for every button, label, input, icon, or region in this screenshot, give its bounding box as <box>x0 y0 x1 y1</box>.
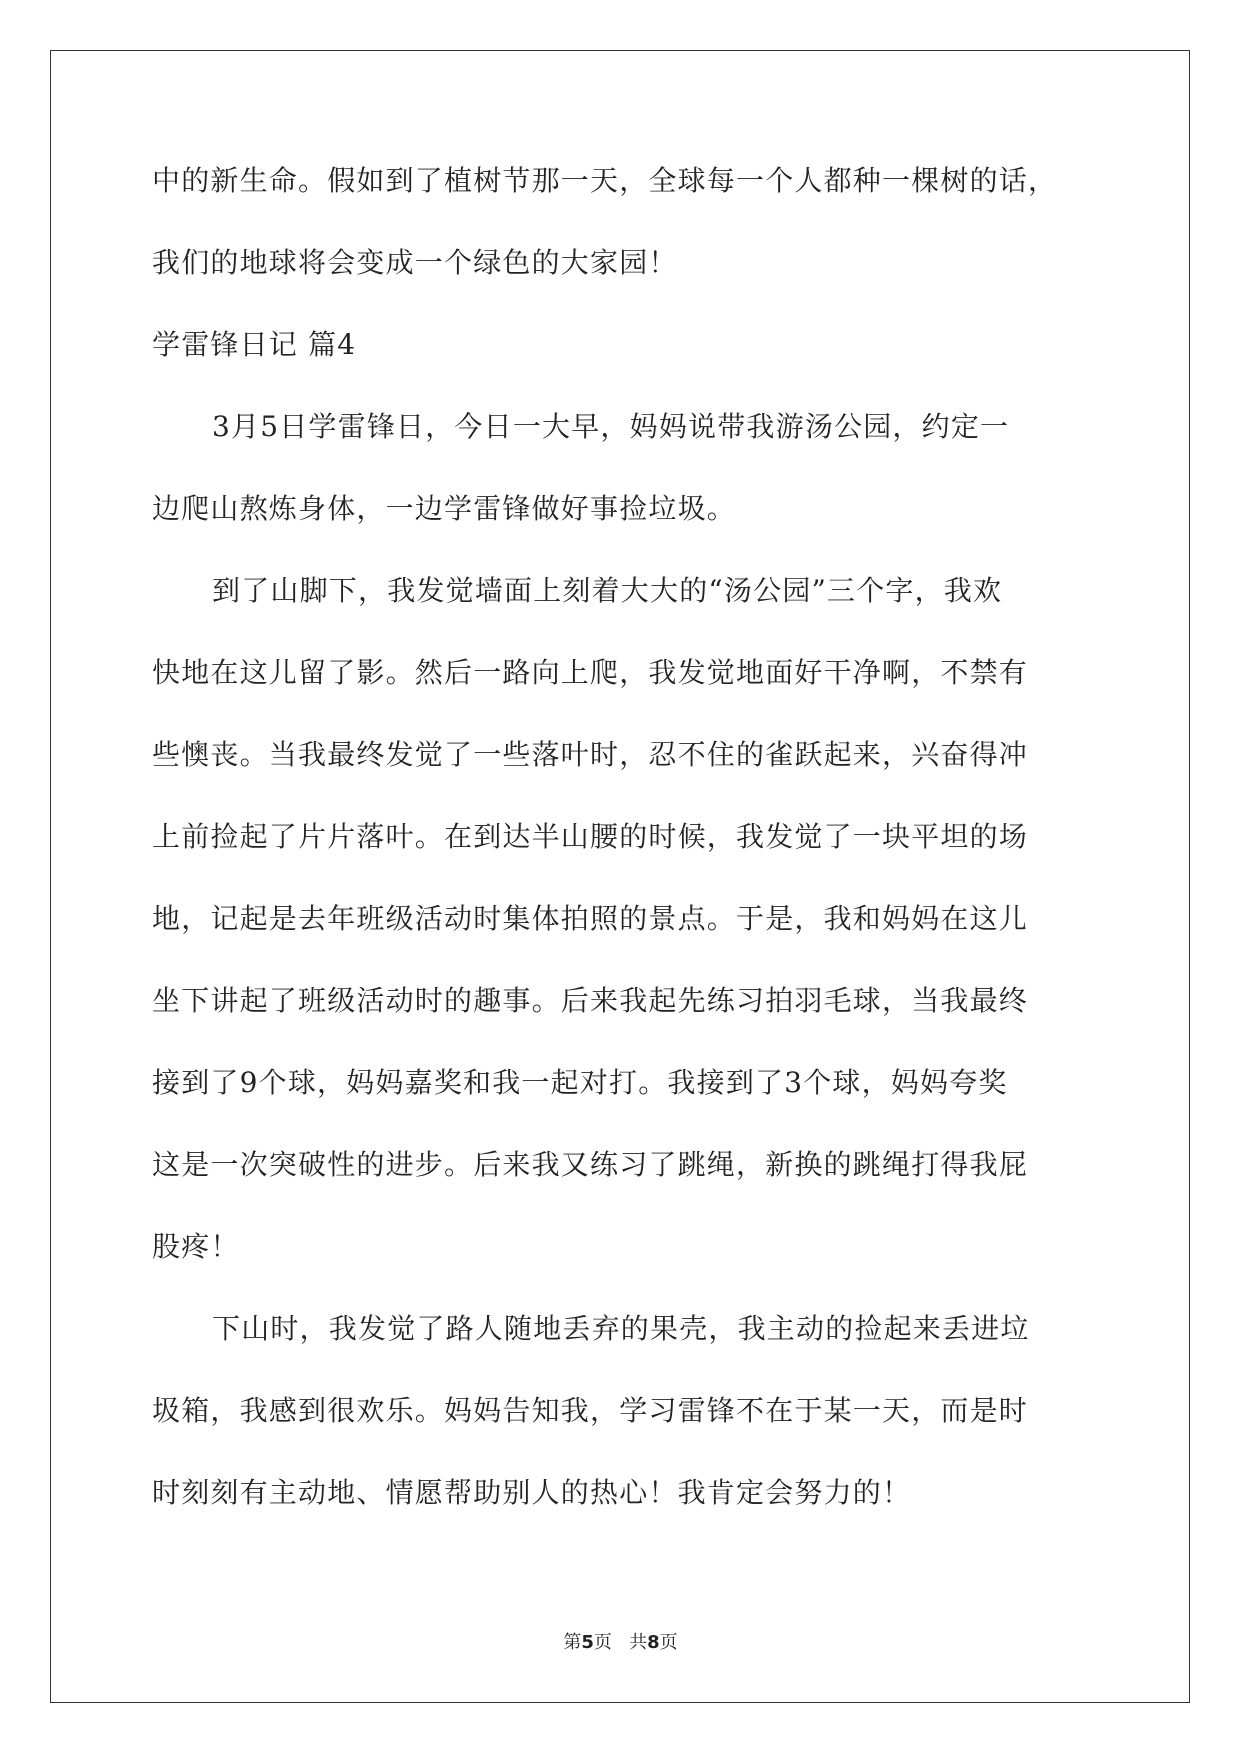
text-line: 下山时，我发觉了路人随地丢弃的果壳，我主动的捡起来丢进垃 <box>212 1312 1030 1345</box>
text-line: 这是一次突破性的进步。后来我又练习了跳绳，新换的跳绳打得我屁 <box>152 1148 1029 1181</box>
text-line: 3月5日学雷锋日，今日一大早，妈妈说带我游汤公园，约定一 <box>212 410 1010 443</box>
text-line: 坐下讲起了班级活动时的趣事。后来我起先练习拍羽毛球，当我最终 <box>152 984 1029 1017</box>
text-line: 学雷锋日记 篇4 <box>152 328 357 361</box>
total-pages-number: 8 <box>647 1632 660 1653</box>
text-line: 时刻刻有主动地、情愿帮助别人的热心！我肯定会努力的！ <box>152 1476 912 1509</box>
footer-total-prefix: 共 <box>629 1632 648 1653</box>
document-body <box>152 166 1082 1560</box>
text-line: 圾箱，我感到很欢乐。妈妈告知我，学习雷锋不在于某一天，而是时 <box>152 1394 1029 1427</box>
current-page-number: 5 <box>581 1632 594 1653</box>
footer-page-word: 页 <box>593 1632 612 1653</box>
text-line: 到了山脚下，我发觉墙面上刻着大大的“汤公园”三个字，我欢 <box>212 574 1003 607</box>
text-line: 我们的地球将会变成一个绿色的大家园！ <box>152 246 678 279</box>
text-line: 股疼！ <box>152 1230 240 1263</box>
text-line: 快地在这儿留了影。然后一路向上爬，我发觉地面好干净啊，不禁有 <box>152 656 1029 689</box>
page-footer <box>0 1628 1241 1654</box>
text-line: 边爬山熬炼身体，一边学雷锋做好事捡垃圾。 <box>152 492 737 525</box>
text-line: 些懊丧。当我最终发觉了一些落叶时，忍不住的雀跃起来，兴奋得冲 <box>152 738 1029 771</box>
text-line: 地，记起是去年班级活动时集体拍照的景点。于是，我和妈妈在这儿 <box>152 902 1029 935</box>
text-line: 中的新生命。假如到了植树节那一天，全球每一个人都种一棵树的话， <box>152 164 1058 197</box>
text-line: 上前捡起了片片落叶。在到达半山腰的时候，我发觉了一块平坦的场 <box>152 820 1029 853</box>
text-line: 接到了9个球，妈妈嘉奖和我一起对打。我接到了3个球，妈妈夸奖 <box>152 1066 1008 1099</box>
footer-total-suffix: 页 <box>659 1632 678 1653</box>
footer-prefix: 第 <box>563 1632 582 1653</box>
